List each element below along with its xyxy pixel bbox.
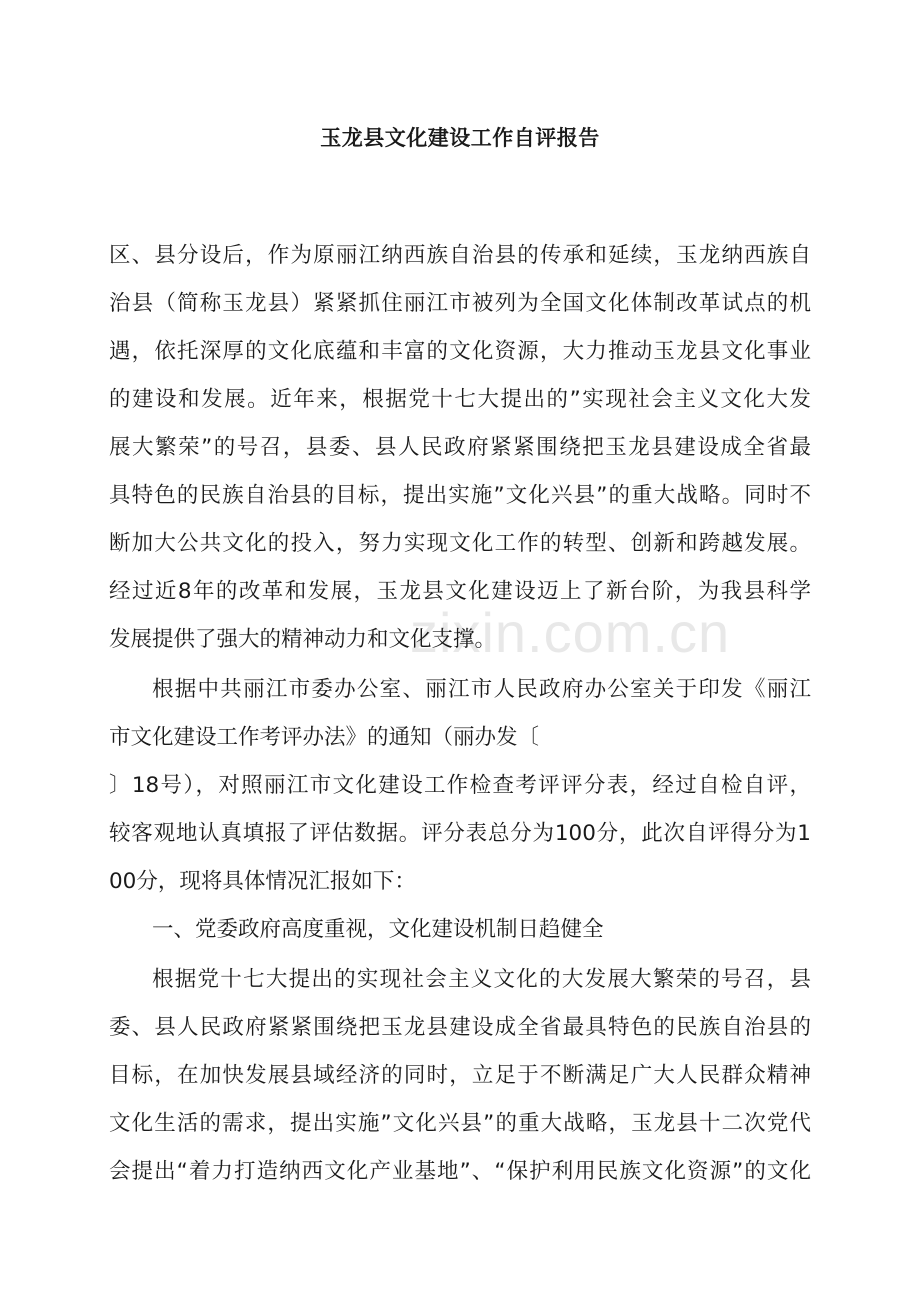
paragraph-line: 发展提供了强大的精神动力和文化支撑。: [109, 627, 497, 652]
paragraph-line: 目标，在加快发展县域经济的同时，立足于不断满足广大人民群众精神: [109, 1063, 811, 1088]
document-title: 玉龙县文化建设工作自评报告: [320, 126, 600, 150]
section-heading: 一、党委政府高度重视，文化建设机制日趋健全: [152, 917, 604, 942]
paragraph-line: 治县（简称玉龙县）紧紧抓住丽江市被列为全国文化体制改革试点的机: [109, 291, 811, 316]
paragraph-line: 委、县人民政府紧紧围绕把玉龙县建设成全省最具特色的民族自治县的: [109, 1015, 811, 1040]
paragraph-line: 展大繁荣”的号召，县委、县人民政府紧紧围绕把玉龙县建设成全省最: [109, 435, 811, 460]
paragraph-line: 区、县分设后，作为原丽江纳西族自治县的传承和延续，玉龙纳西族自: [109, 243, 811, 268]
watermark: zixin.com.cn: [410, 601, 731, 664]
paragraph-line: 较客观地认真填报了评估数据。评分表总分为100分，此次自评得分为1: [109, 821, 811, 846]
paragraph-line: 〕18号），对照丽江市文化建设工作检查考评评分表，经过自检自评，: [109, 773, 811, 798]
paragraph-line: 断加大公共文化的投入，努力实现文化工作的转型、创新和跨越发展。: [109, 531, 811, 556]
paragraph-line: 00分，现将具体情况汇报如下：: [109, 869, 416, 894]
paragraph-line: 根据中共丽江市委办公室、丽江市人民政府办公室关于印发《丽江: [152, 677, 811, 702]
paragraph-line: 遇，依托深厚的文化底蕴和丰富的文化资源，大力推动玉龙县文化事业: [109, 339, 811, 364]
paragraph-line: 会提出“着力打造纳西文化产业基地”、“保护利用民族文化资源”的文化: [109, 1159, 811, 1184]
paragraph-line: 经过近8年的改革和发展，玉龙县文化建设迈上了新台阶，为我县科学: [109, 579, 811, 604]
paragraph-line: 文化生活的需求，提出实施”文化兴县”的重大战略，玉龙县十二次党代: [109, 1111, 811, 1136]
paragraph-line: 根据党十七大提出的实现社会主义文化的大发展大繁荣的号召，县: [152, 967, 811, 992]
paragraph-line: 具特色的民族自治县的目标，提出实施”文化兴县”的重大战略。同时不: [109, 483, 811, 508]
paragraph-line: 的建设和发展。近年来，根据党十七大提出的”实现社会主义文化大发: [109, 387, 811, 412]
paragraph-line: 市文化建设工作考评办法》的通知（丽办发〔: [109, 725, 540, 750]
